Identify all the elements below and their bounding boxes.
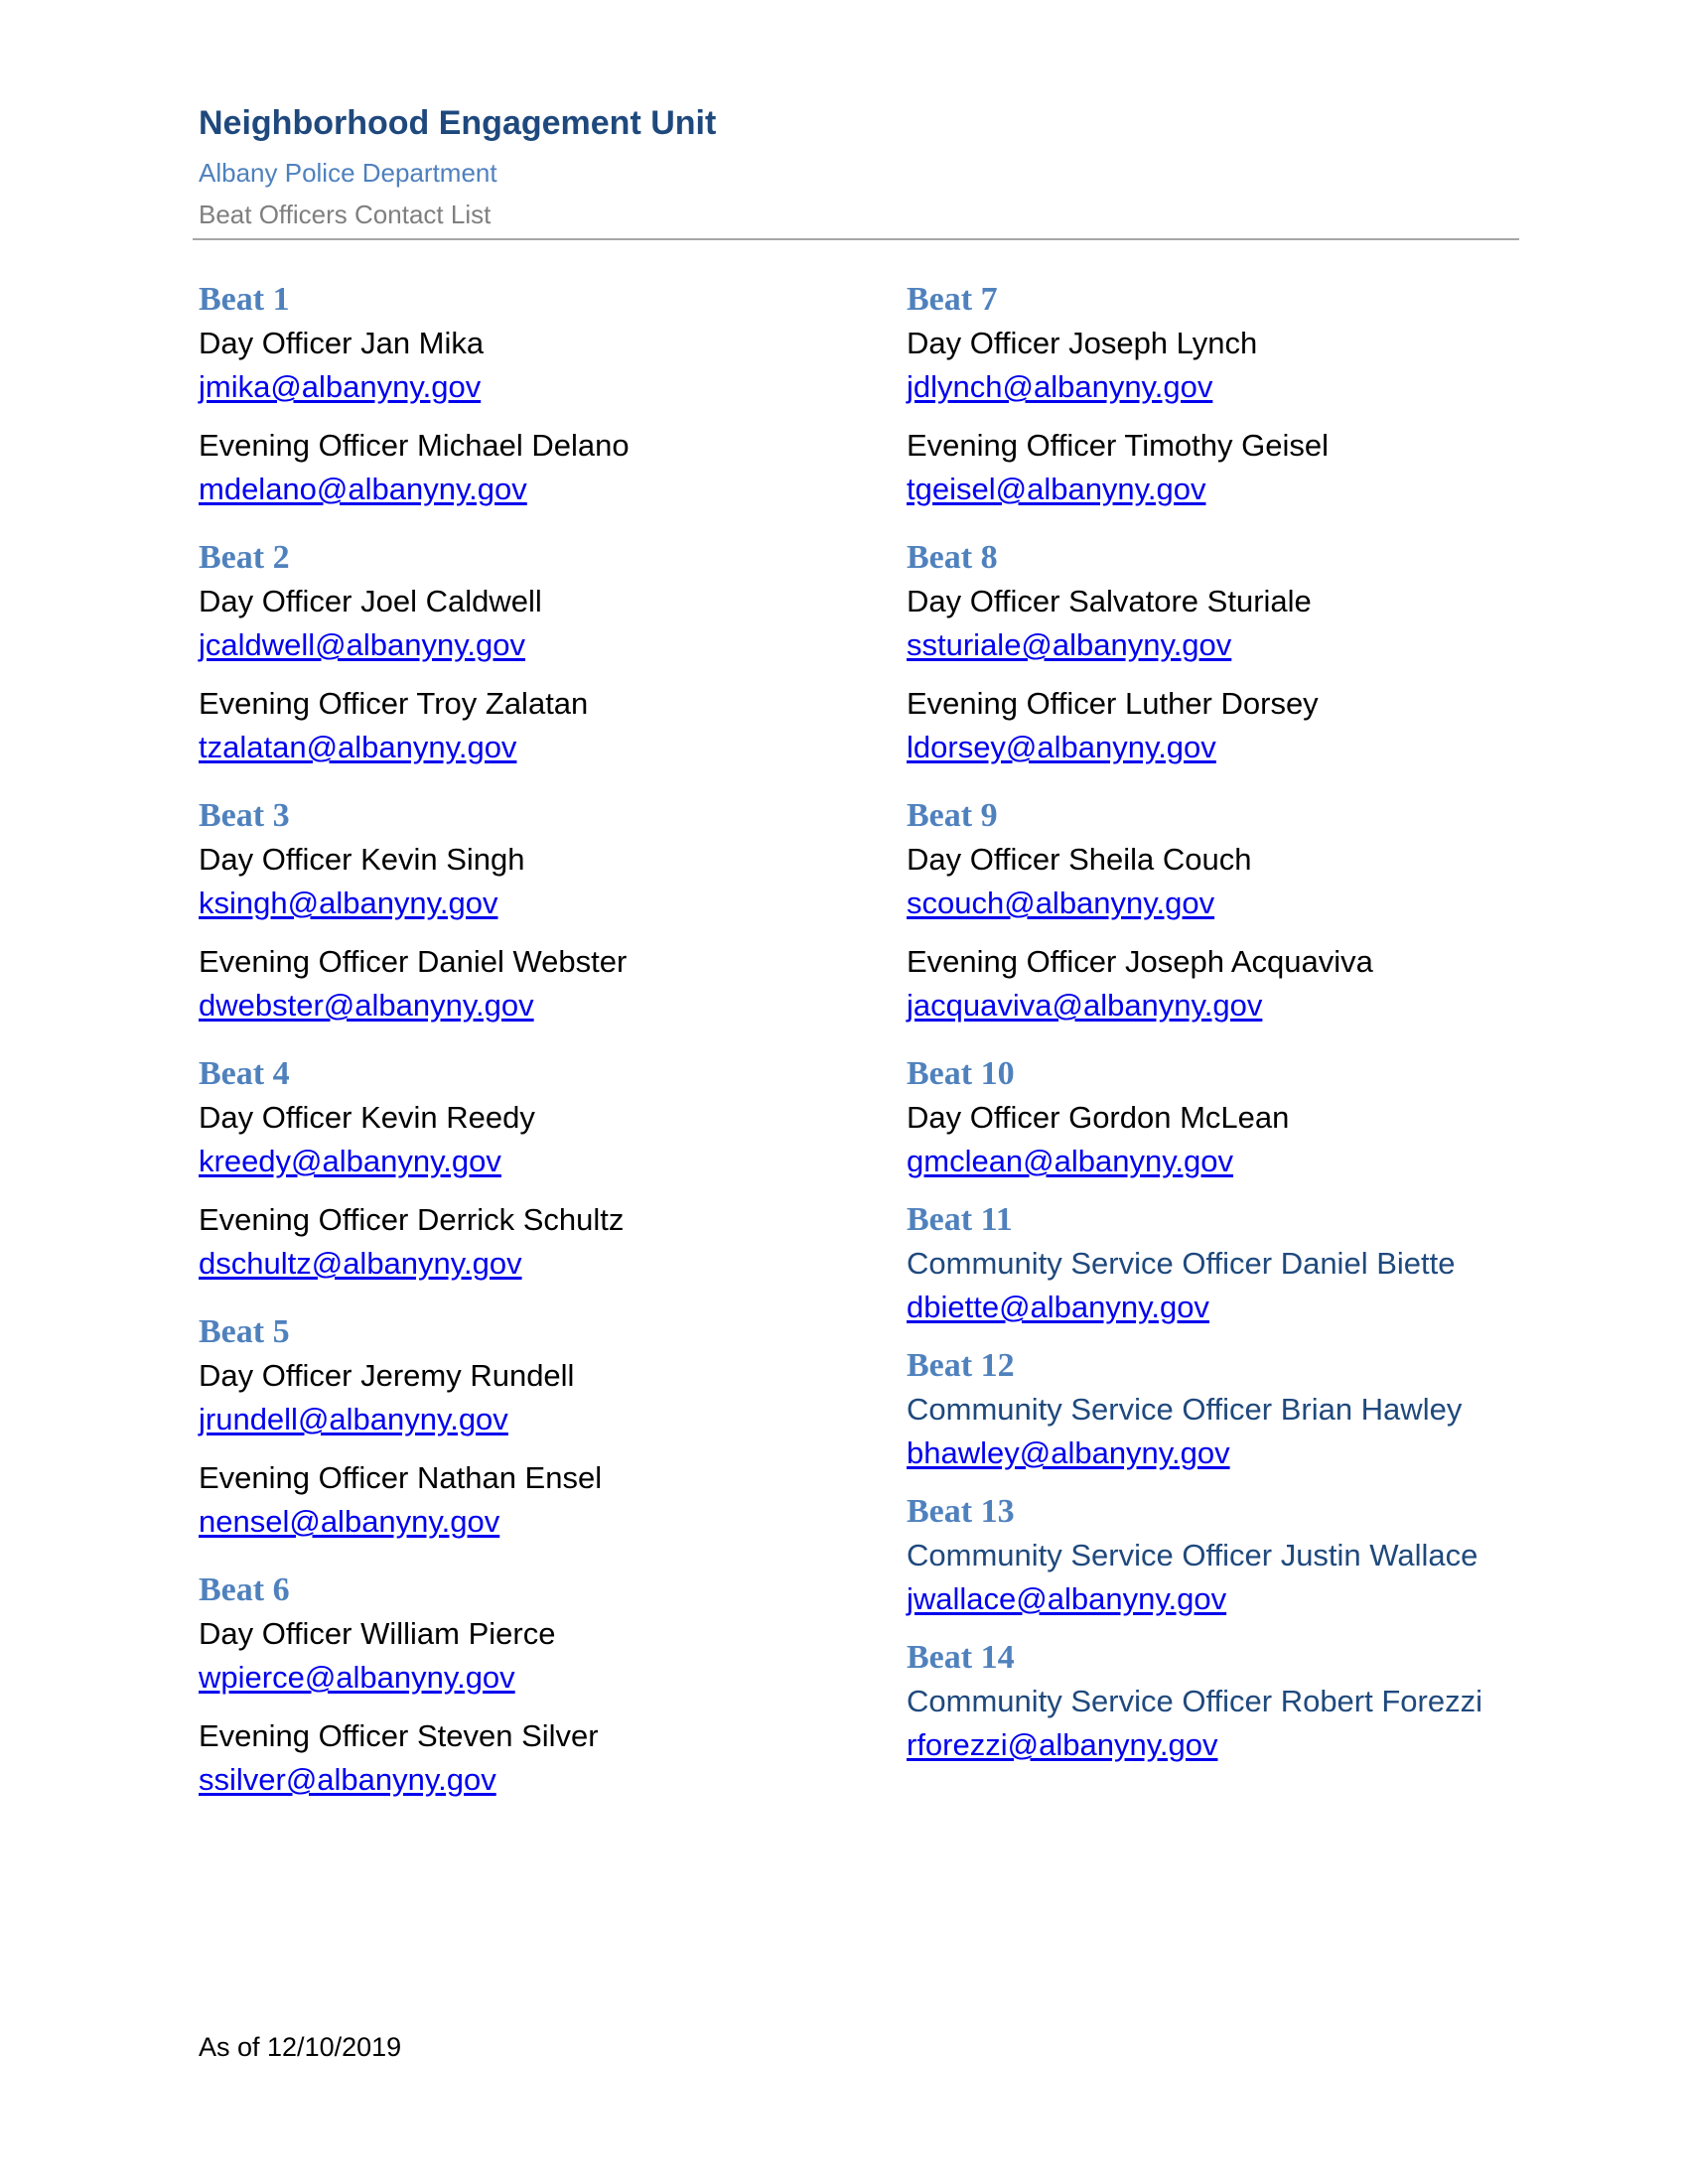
officer-entry xyxy=(199,322,814,409)
beat-heading: Beat 13 xyxy=(907,1493,1015,1530)
officer-entry xyxy=(199,838,814,925)
officer-email-link[interactable]: tgeisel@albanyny.gov xyxy=(907,472,1206,506)
beat-column-right xyxy=(907,278,1522,1782)
officer-email-link[interactable]: dbiette@albanyny.gov xyxy=(907,1290,1209,1324)
beat-heading: Beat 10 xyxy=(907,1055,1015,1092)
beat-heading: Beat 6 xyxy=(199,1571,290,1608)
officer-email-link[interactable]: tzalatan@albanyny.gov xyxy=(199,730,517,764)
officer-entry xyxy=(199,424,814,511)
officer-email-link[interactable]: jwallace@albanyny.gov xyxy=(907,1581,1227,1616)
officer-name: Day Officer Salvatore Sturiale xyxy=(907,584,1312,618)
beat-heading: Beat 14 xyxy=(907,1639,1015,1676)
department-name: Albany Police Department xyxy=(199,158,497,188)
officer-email-link[interactable]: jrundell@albanyny.gov xyxy=(199,1402,508,1436)
officer-name: Day Officer Jeremy Rundell xyxy=(199,1358,575,1393)
officer-email-link[interactable]: mdelano@albanyny.gov xyxy=(199,472,527,506)
officer-entry xyxy=(199,940,814,1027)
officer-name: Day Officer Joel Caldwell xyxy=(199,584,542,618)
beat-block xyxy=(907,536,1522,769)
officer-email-link[interactable]: jacquaviva@albanyny.gov xyxy=(907,988,1263,1023)
officer-entry xyxy=(907,1680,1522,1767)
officer-entry xyxy=(907,1096,1522,1183)
list-title: Beat Officers Contact List xyxy=(199,200,492,229)
officer-email-link[interactable]: jcaldwell@albanyny.gov xyxy=(199,627,526,662)
officer-email-link[interactable]: ssturiale@albanyny.gov xyxy=(907,627,1232,662)
officer-entry xyxy=(199,1354,814,1441)
beat-block xyxy=(907,794,1522,1027)
officer-name: Evening Officer Troy Zalatan xyxy=(199,686,589,721)
beat-heading: Beat 2 xyxy=(199,539,290,576)
beat-block xyxy=(199,536,814,769)
beat-block xyxy=(907,278,1522,511)
officer-email-link[interactable]: dwebster@albanyny.gov xyxy=(199,988,534,1023)
beat-block xyxy=(907,1636,1522,1767)
officer-entry xyxy=(907,682,1522,769)
officer-email-link[interactable]: kreedy@albanyny.gov xyxy=(199,1144,501,1178)
beat-block xyxy=(907,1052,1522,1183)
beat-heading: Beat 9 xyxy=(907,797,998,834)
beat-block xyxy=(199,278,814,511)
beat-heading: Beat 7 xyxy=(907,281,998,318)
officer-entry xyxy=(907,940,1522,1027)
officer-email-link[interactable]: dschultz@albanyny.gov xyxy=(199,1246,522,1281)
officer-name: Evening Officer Timothy Geisel xyxy=(907,428,1329,463)
officer-name: Day Officer Jan Mika xyxy=(199,326,485,360)
document-header xyxy=(199,99,1519,234)
officer-name: Evening Officer Nathan Ensel xyxy=(199,1460,603,1495)
officer-entry xyxy=(199,1612,814,1700)
officer-entry xyxy=(199,1096,814,1183)
officer-name: Evening Officer Derrick Schultz xyxy=(199,1202,625,1237)
officer-name: Community Service Officer Robert Forezzi xyxy=(907,1684,1482,1718)
officer-entry xyxy=(907,322,1522,409)
officer-name: Day Officer William Pierce xyxy=(199,1616,556,1651)
officer-email-link[interactable]: ldorsey@albanyny.gov xyxy=(907,730,1216,764)
officer-entry xyxy=(907,580,1522,667)
officer-entry xyxy=(199,1198,814,1286)
officer-name: Day Officer Joseph Lynch xyxy=(907,326,1258,360)
officer-name: Day Officer Kevin Singh xyxy=(199,842,525,877)
beat-heading: Beat 11 xyxy=(907,1201,1013,1238)
officer-email-link[interactable]: ksingh@albanyny.gov xyxy=(199,886,498,920)
officer-name: Evening Officer Michael Delano xyxy=(199,428,630,463)
officer-name: Evening Officer Joseph Acquaviva xyxy=(907,944,1373,979)
as-of-date: As of 12/10/2019 xyxy=(199,2032,402,2062)
officer-entry xyxy=(907,838,1522,925)
officer-entry xyxy=(907,1242,1522,1329)
beat-heading: Beat 4 xyxy=(199,1055,290,1092)
officer-name: Evening Officer Steven Silver xyxy=(199,1718,599,1753)
beat-block xyxy=(199,1052,814,1286)
beat-block xyxy=(907,1344,1522,1475)
officer-entry xyxy=(199,1714,814,1802)
beat-heading: Beat 3 xyxy=(199,797,290,834)
officer-entry xyxy=(199,682,814,769)
officer-email-link[interactable]: nensel@albanyny.gov xyxy=(199,1504,500,1539)
officer-name: Evening Officer Luther Dorsey xyxy=(907,686,1319,721)
officer-name: Day Officer Sheila Couch xyxy=(907,842,1252,877)
beat-block xyxy=(199,1569,814,1802)
beat-heading: Beat 5 xyxy=(199,1313,290,1350)
beat-heading: Beat 1 xyxy=(199,281,290,318)
officer-email-link[interactable]: wpierce@albanyny.gov xyxy=(199,1660,515,1695)
officer-name: Community Service Officer Brian Hawley xyxy=(907,1392,1463,1427)
beat-heading: Beat 8 xyxy=(907,539,998,576)
beat-column-left xyxy=(199,278,814,1827)
officer-name: Community Service Officer Justin Wallace xyxy=(907,1538,1478,1572)
officer-entry xyxy=(907,424,1522,511)
beat-block xyxy=(907,1490,1522,1621)
officer-name: Day Officer Gordon McLean xyxy=(907,1100,1290,1135)
officer-entry xyxy=(199,1456,814,1544)
officer-email-link[interactable]: ssilver@albanyny.gov xyxy=(199,1762,496,1797)
officer-name: Day Officer Kevin Reedy xyxy=(199,1100,535,1135)
beat-block xyxy=(199,794,814,1027)
officer-entry xyxy=(199,580,814,667)
officer-entry xyxy=(907,1388,1522,1475)
officer-email-link[interactable]: scouch@albanyny.gov xyxy=(907,886,1215,920)
officer-email-link[interactable]: jdlynch@albanyny.gov xyxy=(907,369,1213,404)
officer-email-link[interactable]: jmika@albanyny.gov xyxy=(199,369,482,404)
officer-email-link[interactable]: rforezzi@albanyny.gov xyxy=(907,1727,1218,1762)
page-title: Neighborhood Engagement Unit xyxy=(199,104,717,142)
beat-block xyxy=(199,1310,814,1544)
header-divider xyxy=(193,238,1519,240)
officer-email-link[interactable]: bhawley@albanyny.gov xyxy=(907,1435,1230,1470)
officer-name: Community Service Officer Daniel Biette xyxy=(907,1246,1456,1281)
officer-name: Evening Officer Daniel Webster xyxy=(199,944,628,979)
beat-block xyxy=(907,1198,1522,1329)
officer-entry xyxy=(907,1534,1522,1621)
beat-heading: Beat 12 xyxy=(907,1347,1015,1384)
officer-email-link[interactable]: gmclean@albanyny.gov xyxy=(907,1144,1234,1178)
